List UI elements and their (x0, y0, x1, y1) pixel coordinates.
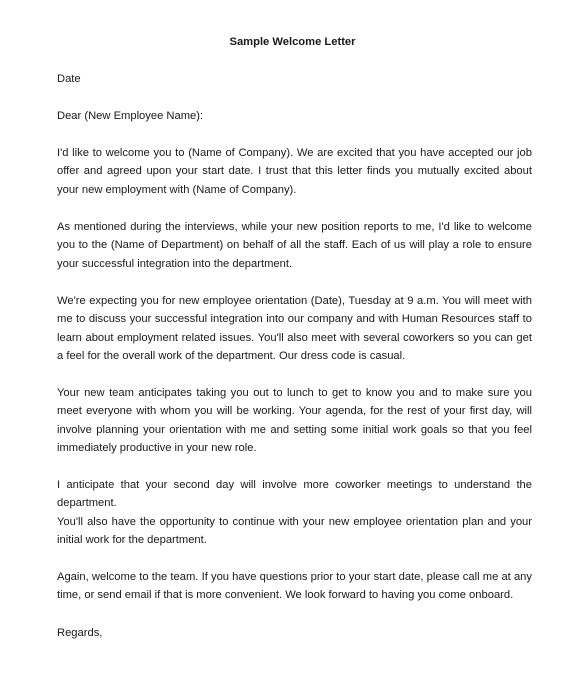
letter-paragraph: We're expecting you for new employee orientation (Date), Tuesday at 9 a.m. You will meet with me to discuss your successful integration into our company and with Human Resources staff to learn about employment related issues. You'll also meet with several coworkers so you can get a feel for the overall work of the department. Our dress code is casual. (57, 295, 532, 363)
paragraph-1-container (57, 144, 532, 199)
paragraph-5-container (57, 476, 532, 513)
paragraph-2-container (57, 218, 532, 273)
letter-paragraph: I anticipate that your second day will involve more coworker meetings to understand the department. (57, 479, 532, 510)
paragraph-4-container (57, 384, 532, 458)
paragraph-6-container (57, 513, 532, 550)
letter-title: Sample Welcome Letter (229, 36, 356, 48)
letter-date: Date (57, 73, 81, 85)
paragraph-7-container (57, 568, 532, 605)
letter-paragraph: You'll also have the opportunity to continue with your new employee orientation plan and your initial work for the department. (57, 516, 532, 547)
letter-greeting: Dear (New Employee Name): (57, 110, 204, 122)
paragraph-3-container (57, 292, 532, 366)
letter-paragraph: Again, welcome to the team. If you have questions prior to your start date, please call me at any time, or send email if that is more convenient. We look forward to having you come onboard. (57, 571, 532, 602)
letter-paragraph: Your new team anticipates taking you out to lunch to get to know you and to make sure you meet everyone with whom you will be working. Your agenda, for the rest of your first day, will involve planning your orientation with me and setting some initial work goals so that you feel immediately productive in your new role. (57, 387, 532, 455)
letter-paragraph: As mentioned during the interviews, while your new position reports to me, I'd like to welcome you to the (Name of Department) on behalf of all the staff. Each of us will play a role to ensure your successful integration into the department. (57, 221, 532, 270)
letter-paragraph: I'd like to welcome you to (Name of Company). We are excited that you have accepted our job offer and agreed upon your start date. I trust that this letter finds you mutually excited about your new employment with (Name of Company). (57, 147, 532, 196)
letter-closing: Regards, (57, 627, 103, 639)
